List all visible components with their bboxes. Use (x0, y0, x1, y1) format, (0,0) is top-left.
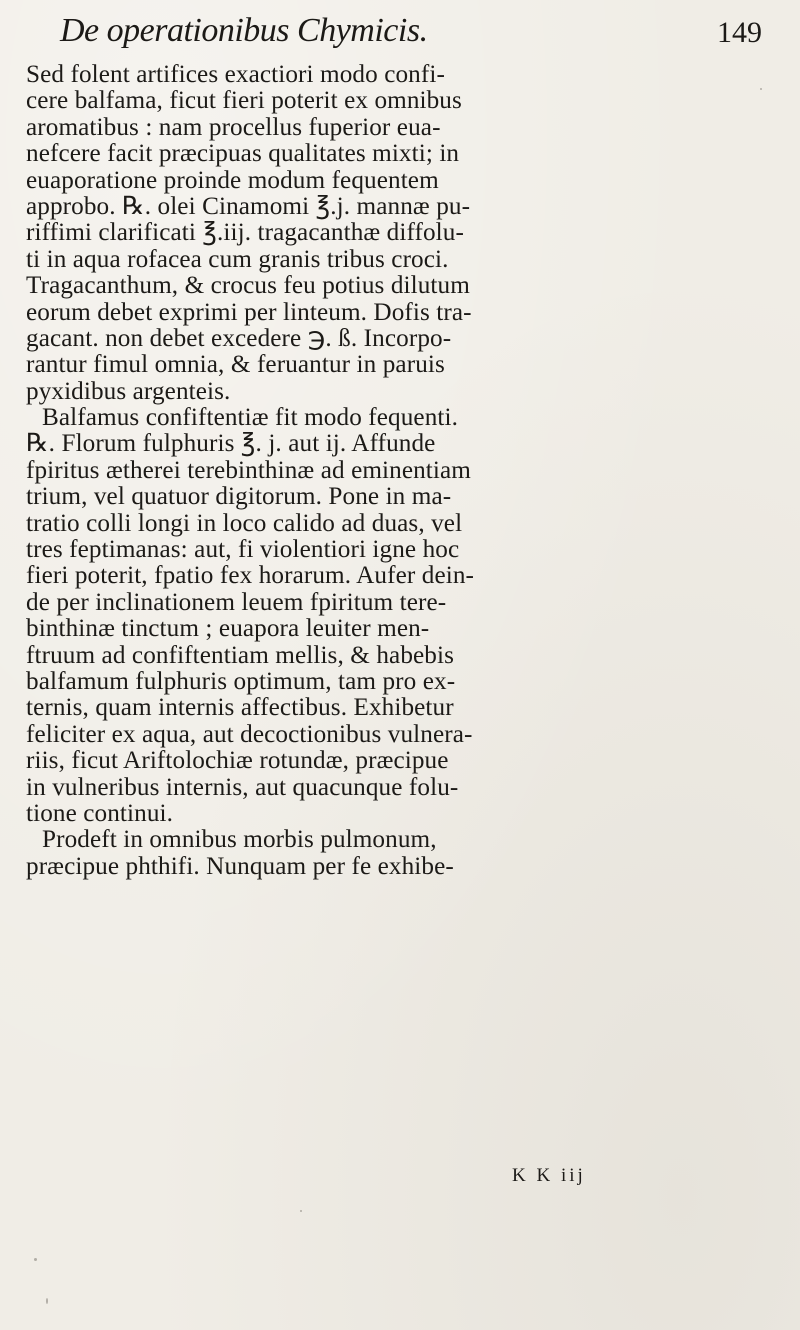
text-line: ftruum ad confiftentiam mellis, & habebis (26, 642, 454, 669)
text-line: binthinæ tinctum ; euapora leuiter men- (26, 616, 430, 643)
paper-speck (300, 1210, 302, 1212)
text-line: eorum debet exprimi per linteum. Dofis tra- (26, 299, 472, 326)
page-number: 149 (717, 16, 762, 49)
text-line: euaporatione proinde modum fequentem (26, 167, 439, 194)
body-text (26, 62, 786, 880)
text-line: gacant. non debet excedere ℈. ß. Incorpo- (26, 325, 452, 352)
paragraph-start-line: Balfamus confiftentiæ fit modo fequenti. (42, 405, 459, 432)
text-line: riffimi clarificati ℥.iij. tragacanthæ diffolu- (26, 220, 464, 247)
text-line: fpiritus ætherei terebinthinæ ad eminentiam (26, 457, 471, 484)
text-line: præcipue phthifi. Nunquam per fe exhibe- (26, 853, 454, 880)
paragraph-start-line: Prodeft in omnibus morbis pulmonum, (42, 827, 437, 854)
signature-mark: K K iij (512, 1165, 586, 1186)
text-line: Tragacanthum, & crocus feu potius dilutum (26, 273, 470, 300)
paper-speck (46, 1298, 48, 1304)
text-line: feliciter ex aqua, aut decoctionibus vulnera- (26, 721, 473, 748)
text-line: tratio colli longi in loco calido ad duas, vel (26, 510, 463, 537)
text-line: rantur fimul omnia, & feruantur in paruis (26, 352, 445, 379)
text-line: balfamum fulphuris optimum, tam pro ex- (26, 668, 456, 695)
text-line: approbo. ℞. olei Cinamomi ℥.j. mannæ pu- (26, 193, 471, 220)
text-line: tres feptimanas: aut, fi violentiori igne hoc (26, 537, 460, 564)
text-line: in vulneribus internis, aut quacunque folu- (26, 774, 459, 801)
text-line: ℞. Florum fulphuris ℥. j. aut ij. Affunde (26, 431, 436, 458)
text-line: riis, ficut Ariftolochiæ rotundæ, præcipue (26, 748, 449, 775)
text-line: nefcere facit præcipuas qualitates mixti; in (26, 141, 460, 168)
text-line: cere balfama, ficut fieri poterit ex omnibus (26, 88, 462, 115)
text-line: fieri poterit, fpatio fex horarum. Aufer dein- (26, 563, 475, 590)
text-line: pyxidibus argenteis. (26, 378, 231, 405)
text-line: tione continui. (26, 800, 174, 827)
text-line: de per inclinationem leuem fpiritum tere- (26, 589, 447, 616)
text-line: Sed folent artifices exactiori modo confi- (26, 62, 445, 88)
text-line: trium, vel quatuor digitorum. Pone in ma- (26, 484, 452, 511)
text-line: aromatibus : nam procellus fuperior eua- (26, 114, 441, 141)
running-title: De operationibus Chymicis. (60, 12, 428, 49)
paper-speck (760, 88, 762, 90)
text-line: ternis, quam internis affectibus. Exhibetur (26, 695, 454, 722)
paper-speck (34, 1258, 37, 1261)
page-header (60, 12, 780, 64)
text-line: ti in aqua rofacea cum granis tribus croci. (26, 246, 449, 273)
